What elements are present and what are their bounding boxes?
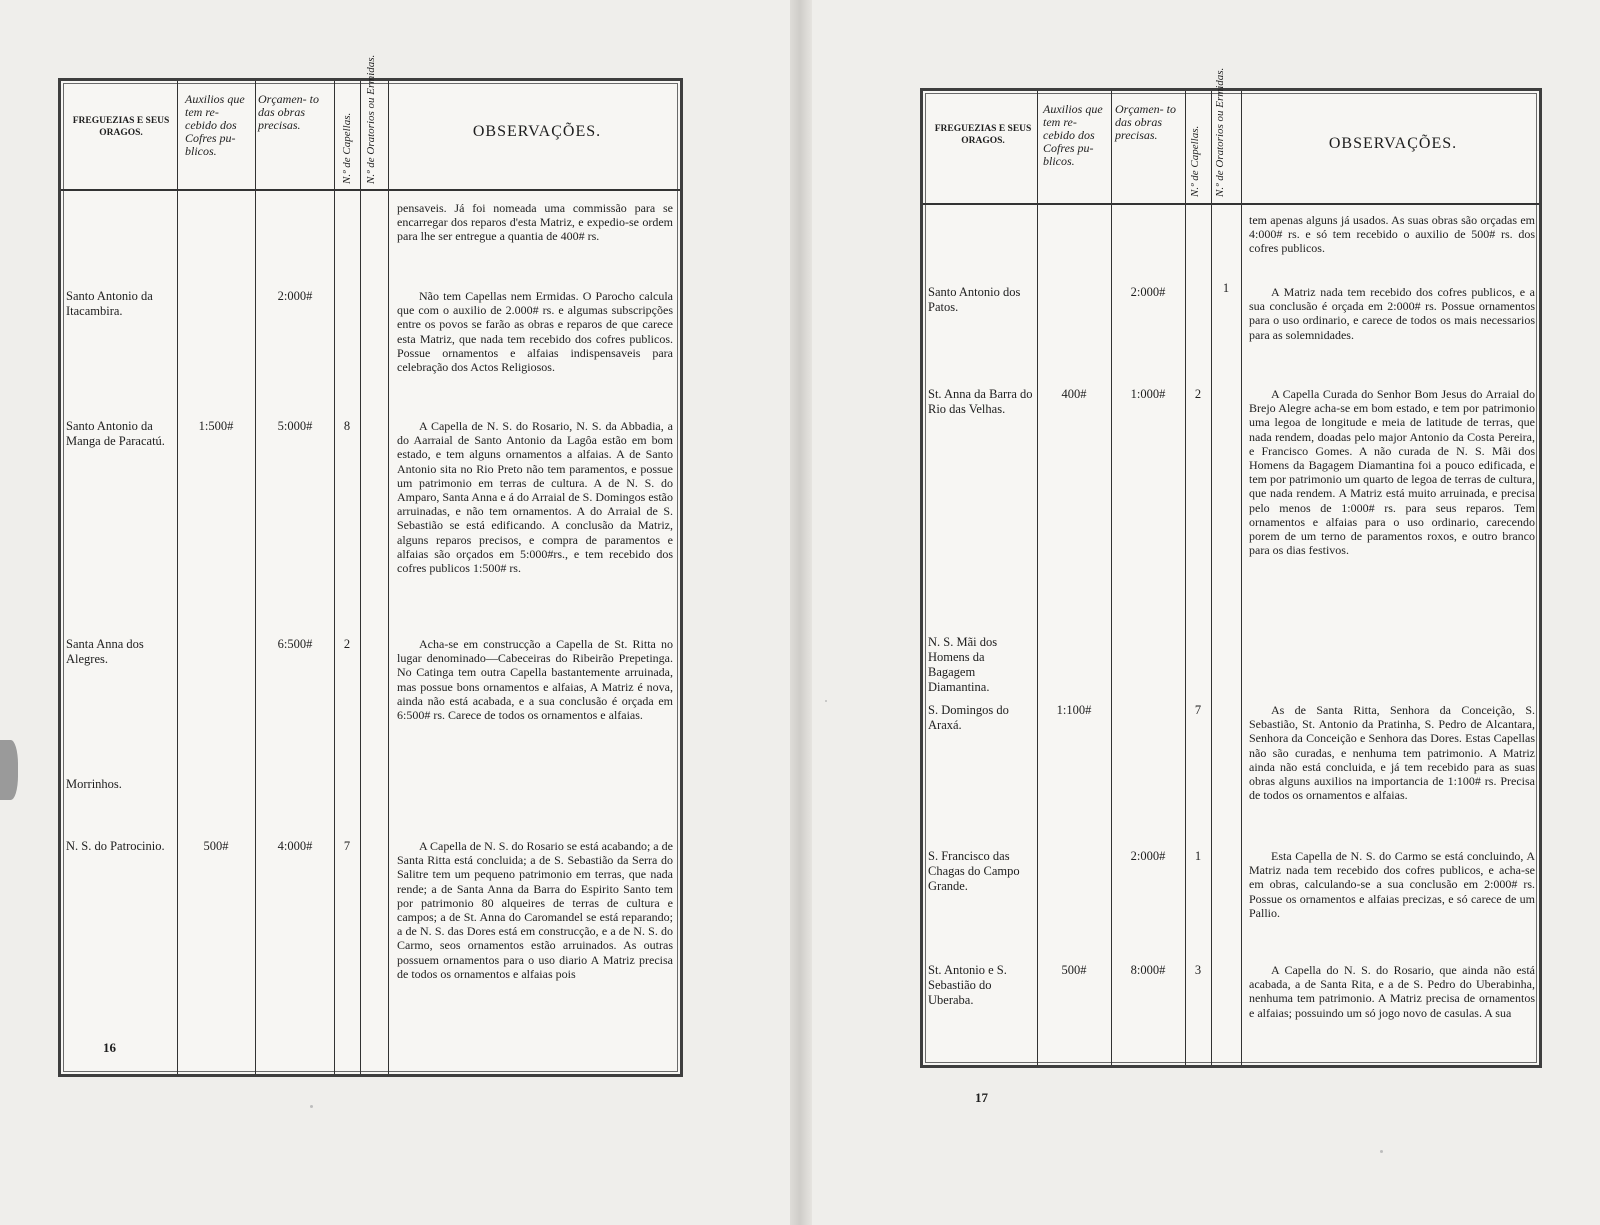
orcamento-value: 5:000# bbox=[277, 419, 313, 433]
orcamento-value: 1:000# bbox=[1130, 387, 1166, 401]
auxilio-value: 1:500# bbox=[198, 419, 234, 433]
auxilio-value: 500# bbox=[1061, 963, 1087, 977]
parish-name: S. Domingos do Araxá. bbox=[928, 703, 1009, 732]
column-rule bbox=[360, 81, 361, 1074]
capellas-count: 2 bbox=[343, 637, 351, 651]
orcamento-value: 6:500# bbox=[277, 637, 313, 651]
header-orcamentos: Orçamen- to das obras precisas. bbox=[1115, 102, 1176, 142]
parish-name: N. S. Mãi dos Homens da Bagagem Diamantina. bbox=[928, 635, 998, 694]
observation-text: Acha-se em construcção a Capella de St. Ritta no lugar denominado—Cabeceiras do Ribeirão Prepetinga. No Catinga tem outra Capella bastantemente arruinada, mas possue bons ornamentos e alfaias, A Matriz é nova, ainda não está acabada, e a sua conclusão é orçada em 6:500# rs. Carece de todos os ornamentos e alfaias. bbox=[397, 637, 673, 723]
page-left bbox=[58, 54, 683, 1077]
parish-name: Santa Anna dos Alegres. bbox=[66, 637, 144, 666]
parish-name: Santo Antonio dos Patos. bbox=[928, 285, 1021, 314]
parish-name: St. Anna da Barra do Rio das Velhas. bbox=[928, 387, 1033, 416]
observation-text: A Capella de N. S. do Rosario se está acabando; a de Santa Ritta está concluida; a de S. Sebastião da Serra do Salitre tem um pequeno patrimonio em terras, que nada rende; a de Santa Anna da Barra do Espirito Santo tem por patrimonio 80 alqueires de terras de cultura e campos; a de St. Anna do Caromandel se está reparando; a de N. S. das Dores está em construcção, e a de N. S. do Carmo, seos ornamentos estão arruinados. As outras possuem ornamentos para o uso diario A Matriz precisa de todos os ornamentos e alfaias pois bbox=[397, 839, 673, 981]
observation-text: Não tem Capellas nem Ermidas. O Parocho calcula que com o auxilio de 2.000# rs. e algumas subscripções entre os povos se farão as obras e reparos de que carece esta Matriz, que nada tem recebido dos cofres publicos. Possue ornamentos e alfaias indispensaveis para celebração dos Actos Religiosos. bbox=[397, 289, 673, 375]
book-gutter bbox=[790, 0, 812, 1225]
parish-name: Morrinhos. bbox=[66, 777, 122, 791]
paper-speck bbox=[1380, 1150, 1383, 1153]
observation-text: A Matriz nada tem recebido dos cofres publicos, e a sua conclusão é orçada em 2:000# rs. Possue ornamentos para o uso ordinario, e carece de todos os mais necessarios para as solemnidades. bbox=[1249, 285, 1535, 342]
observation-text: Esta Capella de N. S. do Carmo se está concluindo, A Matriz nada tem recebido dos cofres publicos, e acha-se em obras, calculando-se a sua conclusão em 2:000# rs. Possue os ornamentos e alfaias precizas, e só carece de um Pallio. bbox=[1249, 849, 1535, 920]
parish-name: St. Antonio e S. Sebastião do Uberaba. bbox=[928, 963, 1007, 1007]
paper-speck bbox=[825, 700, 827, 702]
auxilio-value: 500# bbox=[203, 839, 229, 853]
oratorios-count: 1 bbox=[1222, 281, 1230, 295]
header-capellas: N.º de Capellas. bbox=[341, 112, 353, 184]
capellas-count: 7 bbox=[343, 839, 351, 853]
header-orcamentos: Orçamen- to das obras precisas. bbox=[258, 92, 319, 132]
capellas-count: 1 bbox=[1194, 849, 1202, 863]
column-rule bbox=[1037, 91, 1038, 1065]
observation-text: tem apenas alguns já usados. As suas obras são orçadas em 4:000# rs. e só tem recebido o auxilio de 500# rs. dos cofres publicos. bbox=[1249, 213, 1535, 256]
column-rule bbox=[1111, 91, 1112, 1065]
parish-name: Santo Antonio da Itacambira. bbox=[66, 289, 153, 318]
header-oratorios: N.º de Oratorios ou Ermidas. bbox=[365, 54, 377, 184]
column-rule bbox=[1241, 91, 1242, 1065]
header-auxilios: Auxilios que tem re- cebido dos Cofres pu- blicos. bbox=[185, 92, 245, 158]
page-right bbox=[920, 67, 1542, 1068]
column-rule bbox=[255, 81, 256, 1074]
page-number: 17 bbox=[975, 1090, 988, 1105]
table-header bbox=[923, 67, 1539, 205]
orcamento-value: 8:000# bbox=[1130, 963, 1166, 977]
orcamento-value: 2:000# bbox=[1130, 849, 1166, 863]
capellas-count: 7 bbox=[1194, 703, 1202, 717]
header-capellas: N.º de Capellas. bbox=[1189, 125, 1201, 197]
header-auxilios: Auxilios que tem re- cebido dos Cofres pu- blicos. bbox=[1043, 102, 1103, 168]
table-header bbox=[61, 54, 680, 191]
parish-name: S. Francisco das Chagas do Campo Grande. bbox=[928, 849, 1020, 893]
observation-text: A Capella de N. S. do Rosario, N. S. da Abbadia, a do Aarraial de Santo Antonio da Lagôa estão em bom estado, e tem alguns ornamentos a alfaias. A de Santo Antonio sita no Rio Preto não tem paramentos, e possue um patrimonio em terras de cultura. A de N. S. do Amparo, Santa Anna e á do Arraial de S. Domingos estão arruinadas, e não tem ornamentos. A do Arraial de S. Sebastião se está edificando. A conclusão da Matriz, alguns reparos precisos, e compra de paramentos e alfaias são orçados em 5:000#rs., e tem recebido dos cofres publicos 1:500# rs. bbox=[397, 419, 673, 576]
observation-text: As de Santa Ritta, Senhora da Conceição, S. Sebastião, St. Antonio da Pratinha, S. Pedro de Alcantara, Senhora da Conceição e Senhora das Dores. Estas Capellas não são curadas, e nenhuma tem patrimonio. A Matriz ainda não está concluida, e já tem recebido para as suas obras alguns auxilios na importancia de 1:100# rs. Precisa de todos os ornamentos e alfaias. bbox=[1249, 703, 1535, 803]
column-rule bbox=[1185, 91, 1186, 1065]
observation-text: pensaveis. Já foi nomeada uma commissão para se encarregar dos reparos d'esta Matriz, e expedio-se ordem para lhe ser entregue a quantia de 400# rs. bbox=[397, 201, 673, 244]
header-freguezias: FREGUEZIAS E SEUS ORAGOS. bbox=[934, 124, 1032, 146]
header-freguezias: FREGUEZIAS E SEUS ORAGOS. bbox=[72, 116, 170, 138]
parish-name: N. S. do Patrocinio. bbox=[66, 839, 165, 853]
orcamento-value: 2:000# bbox=[1130, 285, 1166, 299]
column-rule bbox=[388, 81, 389, 1074]
observation-text: A Capella Curada do Senhor Bom Jesus do Arraial do Brejo Alegre acha-se em bom estado, e tem por patrimonio uma legoa de longitude e meia de latitude de terras, que nada rendem, doadas pelo major Antonio da Costa Pereira, e Francisco Gomes. A não curada de N. S. Mãi dos Homens da Bagagem Diamantina foi a pouco edificada, e tem por patrimonio um quarto de legoa de terras de cultura, que nada rendem. A Matriz está muito arruinada, e precisa pelo menos de 1:000# rs. para seus reparos. Tem ornamentos e alfaias para o uso ordinario, carecendo porem de um terno de paramentos roxos, e outro branco para os dias festivos. bbox=[1249, 387, 1535, 558]
orcamento-value: 2:000# bbox=[277, 289, 313, 303]
header-observacoes: OBSERVAÇÕES. bbox=[1328, 135, 1458, 152]
auxilio-value: 400# bbox=[1061, 387, 1087, 401]
capellas-count: 8 bbox=[343, 419, 351, 433]
capellas-count: 2 bbox=[1194, 387, 1202, 401]
binding-mark bbox=[0, 740, 18, 800]
column-rule bbox=[1211, 91, 1212, 1065]
orcamento-value: 4:000# bbox=[277, 839, 313, 853]
capellas-count: 3 bbox=[1194, 963, 1202, 977]
header-oratorios: N.º de Oratorios ou Ermidas. bbox=[1214, 67, 1226, 197]
header-observacoes: OBSERVAÇÕES. bbox=[472, 123, 602, 140]
page-number: 16 bbox=[103, 1040, 116, 1055]
column-rule bbox=[334, 81, 335, 1074]
paper-speck bbox=[310, 1105, 313, 1108]
parish-name: Santo Antonio da Manga de Paracatú. bbox=[66, 419, 165, 448]
auxilio-value: 1:100# bbox=[1056, 703, 1092, 717]
observation-text: A Capella do N. S. do Rosario, que ainda não está acabada, a de Santa Rita, e a de S. Pedro do Uberabinha, nenhuma tem patrimonio. A Matriz precisa de ornamentos e alfaias; possuindo um só jogo novo de casulas. A sua bbox=[1249, 963, 1535, 1020]
column-rule bbox=[177, 81, 178, 1074]
